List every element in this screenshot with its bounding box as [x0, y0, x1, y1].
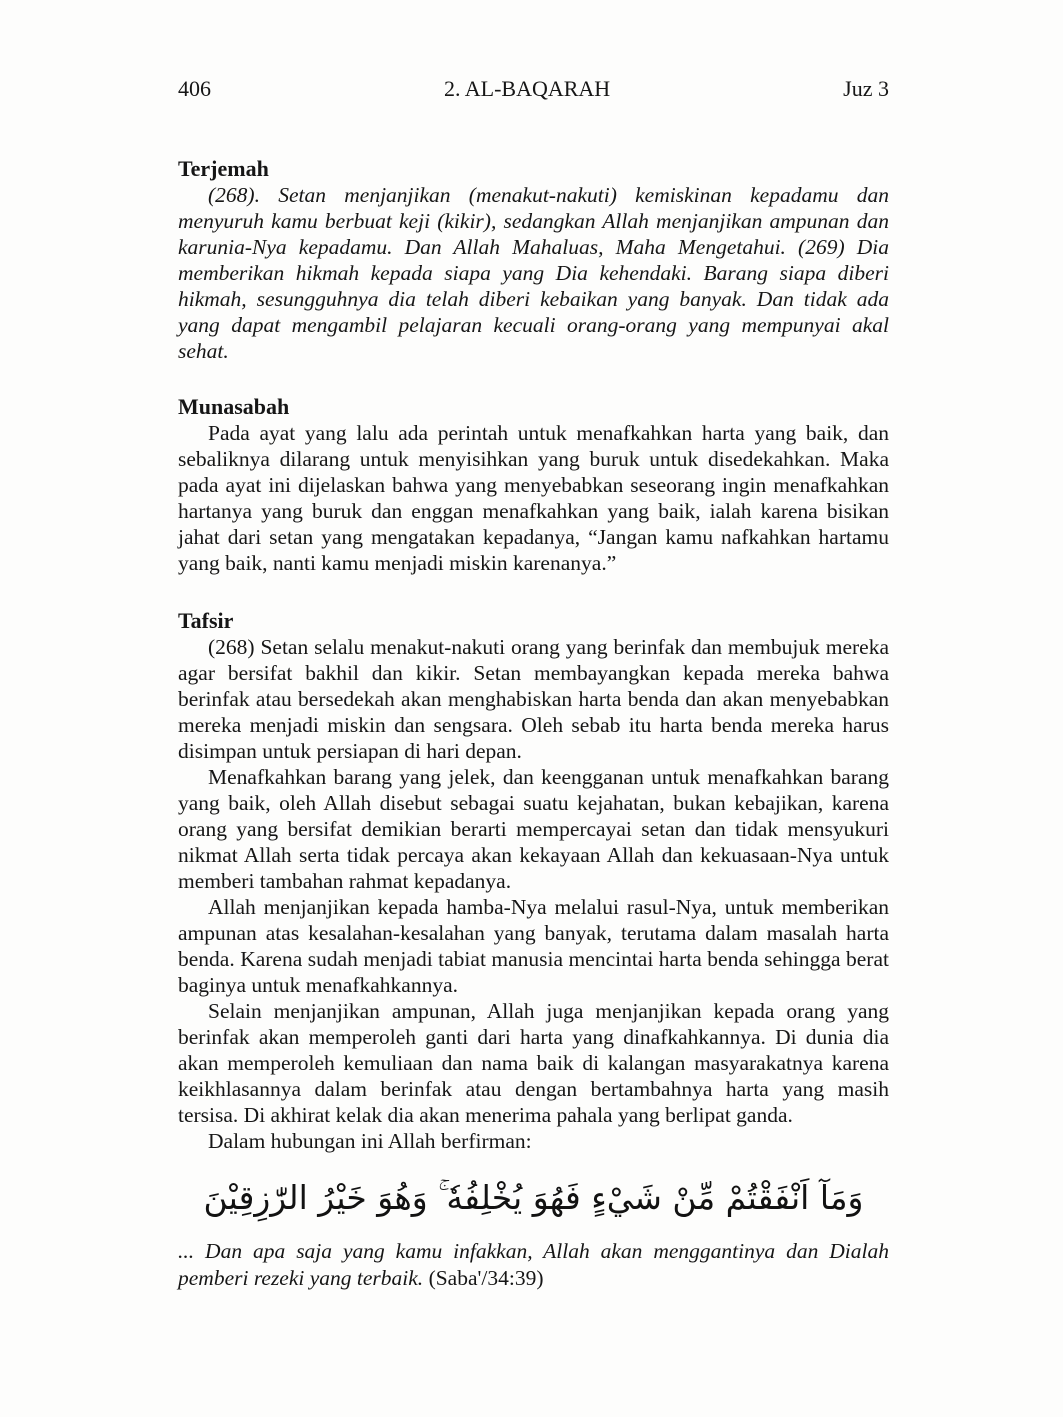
page-content [178, 76, 889, 1292]
surah-title: 2. AL-BAQARAH [443, 76, 611, 101]
tafsir-paragraph-3: Allah menjanjikan kepada hamba-Nya melalui rasul-Nya, untuk memberikan ampunan atas kesalahan-kesalahan yang banyak, terutama dalam masalah harta benda. Karena sudah menjadi tabiat manusia mencintai harta benda sehingga berat baginya untuk menafkahkannya. [178, 895, 889, 997]
munasabah-heading: Munasabah [178, 394, 290, 419]
arabic-verse: وَمَآ اَنْفَقْتُمْ مِّنْ شَيْءٍ فَهُوَ يُخْلِفُهٗ ۚ وَهُوَ خَيْرُ الرّٰزِقِيْنَ [203, 1178, 864, 1217]
tafsir-paragraph-4: Selain menjanjikan ampunan, Allah juga menjanjikan kepada orang yang berinfak akan memperoleh ganti dari harta yang dinafkahkannya. Di dunia dia akan memperoleh kemuliaan dan nama baik di kalangan masyarakatnya karena keikhlasannya dalam berinfak atau dengan bertambahnya harta yang masih tersisa. Di akhirat kelak dia akan menerima pahala yang berlipat ganda. [178, 999, 889, 1127]
page-number: 406 [178, 76, 211, 101]
verse-translation [178, 1238, 889, 1292]
verse-translation-text: ... Dan apa saja yang kamu infakkan, Allah akan menggantinya dan Dialah pemberi rezeki yang terbaik. [178, 1239, 889, 1290]
tafsir-paragraph-5: Dalam hubungan ini Allah berfirman: [208, 1129, 532, 1153]
terjemah-paragraph: (268). Setan menjanjikan (menakut-nakuti) kemiskinan kepadamu dan menyuruh kamu berbuat keji (kikir), sedangkan Allah menjanjikan ampunan dan karunia-Nya kepadamu. Dan Allah Mahaluas, Maha Mengetahui. (269) Dia memberikan hikmah kepada siapa yang Dia kehendaki. Barang siapa diberi hikmah, sesungguhnya dia telah diberi kebaikan yang banyak. Dan tidak ada yang dapat mengambil pelajaran kecuali orang-orang yang mempunyai akal sehat. [178, 183, 889, 363]
running-header [178, 76, 889, 102]
tafsir-paragraph-2: Menafkahkan barang yang jelek, dan keengganan untuk menafkahkan barang yang baik, oleh Allah disebut sebagai suatu kejahatan, bukan kebajikan, karena orang yang bersifat demikian berarti mempercayai setan dan tidak mensyukuri nikmat Allah serta tidak percaya akan kekayaan Allah dan kekuasaan-Nya untuk memberi tambahan rahmat kepadanya. [178, 765, 889, 893]
tafsir-heading: Tafsir [178, 608, 234, 633]
verse-reference: (Saba'/34:39) [428, 1266, 544, 1290]
terjemah-heading: Terjemah [178, 156, 269, 181]
munasabah-paragraph: Pada ayat yang lalu ada perintah untuk menafkahkan harta yang baik, dan sebaliknya dilarang untuk menyisihkan yang buruk untuk disedekahkan. Maka pada ayat ini dijelaskan bahwa yang menyebabkan seseorang ingin menafkahkan hartanya yang buruk dan enggan menafkahkan yang baik, ialah karena bisikan jahat dari setan yang mengatakan kepadanya, “Jangan kamu nafkahkan hartamu yang baik, nanti kamu menjadi miskin karenanya.” [178, 421, 889, 575]
juz-label: Juz 3 [843, 76, 889, 101]
tafsir-paragraph-1: (268) Setan selalu menakut-nakuti orang yang berinfak dan membujuk mereka agar bersifat bakhil dan kikir. Setan membayangkan kepada mereka bahwa berinfak atau bersedekah akan menghabiskan harta benda dan akan menyebabkan mereka menjadi miskin dan sengsara. Oleh sebab itu harta benda mereka harus disimpan untuk persiapan di hari depan. [178, 635, 889, 763]
